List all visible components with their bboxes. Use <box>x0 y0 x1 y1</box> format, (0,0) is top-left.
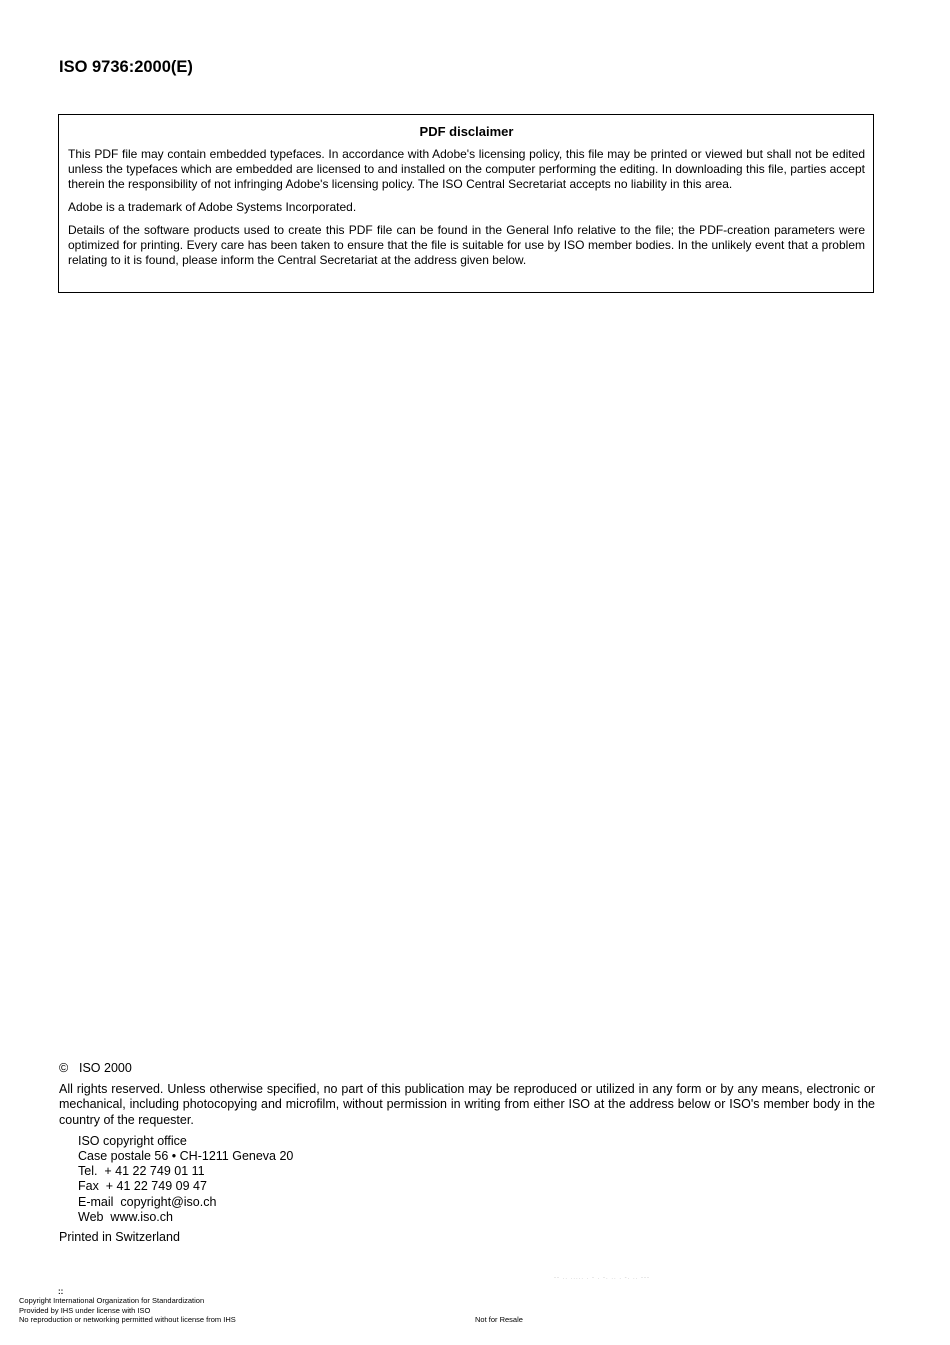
disclaimer-paragraph-software: Details of the software products used to create this PDF file can be found in the General Info relative to the file; the PDF-creation parameters were optimized for printing. Every care has been taken to ensure that the file is suitable for use by ISO member bodies. In the unlikely event that a problem relating to it is found, please inform the Central Secretariat at the address given below. <box>68 223 865 267</box>
copyright-year: ISO 2000 <box>79 1061 132 1075</box>
license-footer <box>19 1288 236 1325</box>
disclaimer-paragraph-trademark: Adobe is a trademark of Adobe Systems Incorporated. <box>68 200 357 214</box>
footer-provided-line: Provided by IHS under license with ISO <box>19 1305 151 1315</box>
copyright-notice <box>59 1061 875 1076</box>
copyright-office-address <box>78 1134 875 1225</box>
address-fax: Fax + 41 22 749 09 47 <box>78 1179 207 1194</box>
disclaimer-paragraph-typefaces: This PDF file may contain embedded typefaces. In accordance with Adobe's licensing policy, this file may be printed or viewed but shall not be edited unless the typefaces which are embedded are licensed to and installed on the computer performing the editing. In downloading this file, parties accept therein the responsibility of not infringing Adobe's licensing policy. The ISO Central Secretariat accepts no liability in this area. <box>68 147 865 191</box>
faint-scan-marks: -- .. ..... . - . -. .. . -. .. --- <box>554 1275 650 1281</box>
pdf-disclaimer-box <box>58 114 874 293</box>
document-id: ISO 9736:2000(E) <box>59 58 193 76</box>
address-postal: Case postale 56 • CH-1211 Geneva 20 <box>78 1149 294 1164</box>
address-telephone: Tel. + 41 22 749 01 11 <box>78 1164 205 1179</box>
not-for-resale-label: Not for Resale <box>475 1315 523 1324</box>
address-email: E-mail copyright@iso.ch <box>78 1194 217 1209</box>
copyright-symbol: © <box>59 1061 69 1075</box>
copyright-section <box>59 1061 875 1245</box>
footer-copyright-line: Copyright International Organization for Standardization <box>19 1296 205 1305</box>
footer-reproduction-line: No reproduction or networking permitted without license from IHS <box>19 1315 236 1325</box>
rights-reserved-text: All rights reserved. Unless otherwise specified, no part of this publication may be reproduced or utilized in any form or by any means, electronic or mechanical, including photocopying and microfilm, without permission in writing from either ISO at the address below or ISO's member body in the country of the requester. <box>59 1082 875 1127</box>
footer-dots: :: <box>58 1287 64 1296</box>
printed-in-text: Printed in Switzerland <box>59 1230 180 1245</box>
address-office-name: ISO copyright office <box>78 1133 187 1148</box>
address-web: Web www.iso.ch <box>78 1209 173 1224</box>
disclaimer-title: PDF disclaimer <box>419 124 514 139</box>
